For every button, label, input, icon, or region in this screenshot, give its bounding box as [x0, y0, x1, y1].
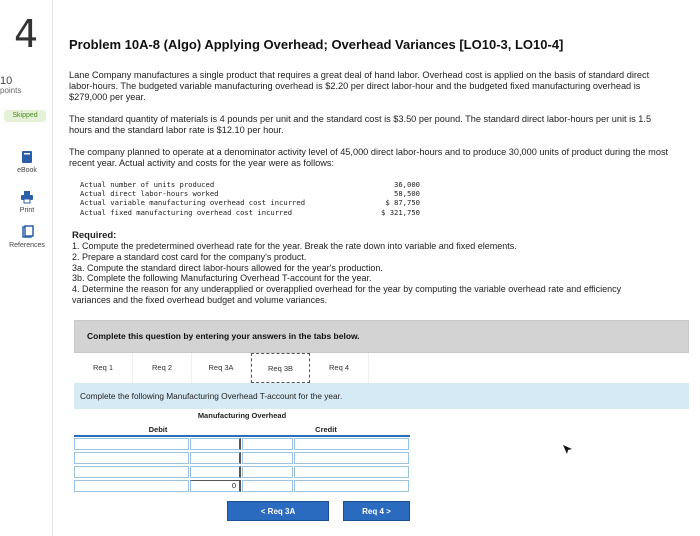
instruction-bar — [74, 383, 689, 409]
references-button[interactable] — [0, 225, 54, 249]
debit-label-input[interactable] — [74, 438, 189, 450]
tab-req-3a[interactable]: Req 3A — [192, 353, 251, 383]
ebook-button[interactable] — [0, 150, 54, 174]
tab-req-2[interactable]: Req 2 — [133, 353, 192, 383]
mouse-cursor-icon — [562, 444, 574, 456]
actuals-row — [80, 208, 420, 217]
problem-title: Problem 10A-8 (Algo) Applying Overhead; Overhead Variances [LO10-3, LO10-4] — [69, 37, 564, 52]
references-label: References — [9, 242, 45, 249]
next-req-button[interactable] — [343, 501, 410, 521]
actuals-label: Actual variable manufacturing overhead cost incurred — [80, 198, 306, 208]
required-list — [72, 241, 652, 306]
req-tabs — [74, 353, 369, 383]
credit-amount-input[interactable] — [242, 466, 293, 478]
paragraph-standards: The standard quantity of materials is 4 pounds per unit and the standard cost is $3.50 per pound. The standard direct labor-hours per unit is 1.5 hours and the standard labor rate is $12.10 per hour. — [69, 114, 652, 135]
required-item: 2. Prepare a standard cost card for the company's product. — [72, 251, 307, 262]
credit-label-input[interactable] — [294, 466, 409, 478]
prev-req-button[interactable] — [227, 501, 329, 521]
required-item: 1. Compute the predetermined overhead rate for the year. Break the rate down into variable and fixed elements. — [72, 241, 517, 251]
complete-instructions-bar — [74, 320, 689, 353]
instruction-text: Complete the following Manufacturing Overhead T-account for the year. — [80, 391, 343, 401]
t-account-row — [74, 465, 410, 479]
t-account — [74, 409, 410, 493]
points-label: points — [0, 86, 22, 95]
actuals-table — [80, 180, 420, 217]
t-account-header — [74, 423, 410, 437]
t-account-total-row — [74, 479, 410, 493]
actuals-label: Actual fixed manufacturing overhead cost incurred — [80, 207, 293, 217]
t-account-row — [74, 451, 410, 465]
sidebar-divider — [52, 0, 53, 536]
skipped-badge: Skipped — [4, 110, 46, 122]
actuals-value: $ 87,750 — [385, 198, 420, 208]
tab-req-4[interactable]: Req 4 — [310, 353, 369, 383]
references-icon — [20, 225, 34, 239]
next-req-label: Req 4 — [362, 507, 384, 516]
complete-instructions-text: Complete this question by entering your answers in the tabs below. — [87, 331, 360, 341]
tab-req-3b[interactable]: Req 3B — [251, 353, 310, 383]
debit-label-input[interactable] — [74, 452, 189, 464]
paragraph-denominator: The company planned to operate at a denominator activity level of 45,000 direct labor-hours and to produce 30,000 units of product during the most recent year. Actual activity and costs for the year were as follows: — [69, 147, 669, 168]
t-account-row — [74, 437, 410, 451]
debit-label-input[interactable] — [74, 466, 189, 478]
credit-header: Credit — [315, 425, 337, 434]
required-item: 3b. Complete the following Manufacturing Overhead T-account for the year. — [72, 273, 372, 284]
points-block — [0, 76, 21, 96]
credit-label-input[interactable] — [294, 452, 409, 464]
actuals-label: Actual number of units produced — [80, 180, 215, 189]
debit-amount-input[interactable] — [190, 452, 241, 464]
paragraph-intro: Lane Company manufactures a single product that requires a great deal of hand labor. Overhead cost is applied on the basis of standard direct labor-hours. The budgeted variable manufacturing overhead is $2.20 per direct labor-hour and the budgeted fixed manufacturing overhead is $279,000 per year. — [69, 70, 650, 102]
credit-amount-input[interactable] — [242, 438, 293, 450]
actuals-label: Actual direct labor-hours worked — [80, 189, 219, 199]
prev-req-label: Req 3A — [267, 507, 296, 516]
ebook-label: eBook — [17, 167, 37, 174]
t-account-title: Manufacturing Overhead — [197, 411, 287, 420]
question-number: 4 — [14, 12, 39, 56]
credit-amount-input[interactable] — [242, 452, 293, 464]
actuals-value: 36,000 — [394, 180, 420, 189]
actuals-row — [80, 198, 420, 207]
actuals-row — [80, 180, 420, 189]
credit-total-label[interactable] — [294, 480, 409, 492]
required-item: 4. Determine the reason for any underapplied or overapplied overhead for the year by computing the variable overhead rate and efficiency variances and the fixed overhead budget and volume variances. — [72, 284, 622, 305]
debit-header: Debit — [148, 425, 168, 434]
required-item: 3a. Compute the standard direct labor-hours allowed for the year's production. — [72, 262, 383, 273]
print-button[interactable] — [0, 190, 54, 214]
ebook-icon — [20, 150, 34, 164]
points-value: 10 — [0, 75, 13, 87]
tab-req-1[interactable]: Req 1 — [74, 353, 133, 383]
actuals-value: 58,500 — [394, 189, 420, 199]
actuals-row — [80, 189, 420, 198]
credit-label-input[interactable] — [294, 438, 409, 450]
total-label-input[interactable] — [74, 480, 189, 492]
total-amount: 0 — [190, 480, 241, 492]
required-heading: Required: — [72, 230, 117, 241]
chevron-right-icon: > — [386, 507, 391, 516]
debit-amount-input[interactable] — [190, 438, 241, 450]
print-label: Print — [19, 207, 35, 214]
debit-amount-input[interactable] — [190, 466, 241, 478]
actuals-value: $ 321,750 — [381, 207, 420, 217]
chevron-left-icon: < — [260, 507, 266, 516]
print-icon — [20, 190, 34, 204]
credit-total-amount[interactable] — [242, 480, 293, 492]
